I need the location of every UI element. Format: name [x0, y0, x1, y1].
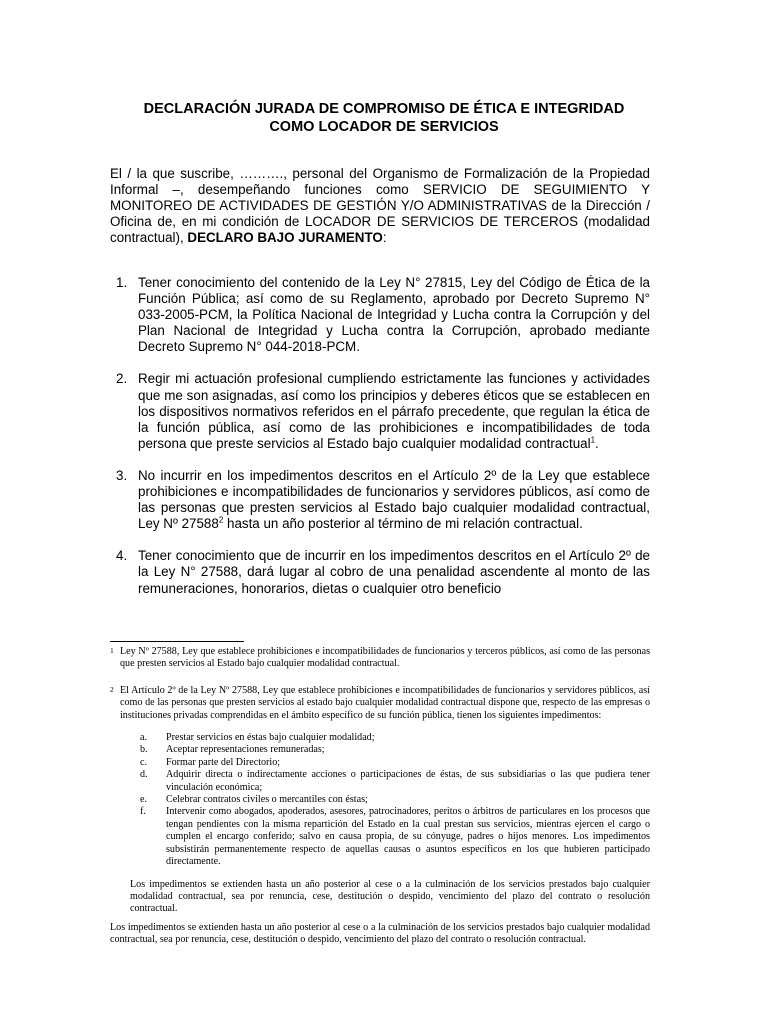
item-text: Tener conocimiento que de incurrir en los impedimentos descritos en el Artículo 2º de la Ley N° 27588, dará lugar al cobro de una penalidad ascendente al monto de las remuneraciones, honorarios, dietas o cualquier otro beneficio [138, 548, 650, 596]
item-text: No incurrir en los impedimentos descritos en el Artículo 2º de la Ley que establece prohibiciones e incompatibilidades de funcionarios y servidores públicos, así como de las personas que presten servicios al Estado bajo cualquier modalidad contractual, Ley Nº 27588 [138, 467, 650, 532]
list-item [130, 757, 650, 769]
list-item [130, 744, 650, 756]
footnote-separator [110, 641, 244, 642]
item-text-end: hasta un año posterior al término de mi relación contractual. [223, 516, 583, 532]
footnote-ref[interactable]: 2 [218, 515, 224, 525]
item-letter: c. [140, 756, 148, 768]
item-text-end: . [595, 435, 599, 451]
list-item [130, 794, 650, 806]
list-item [110, 371, 650, 451]
impediments-note-indented: Los impedimentos se extienden hasta un año posterior al cese o a la culminación de los servicios prestados bajo cualquier modalidad contractual, sea por renuncia, cese, destitución o despido, vencimiento del plazo del contrato o resolución contractual. [130, 878, 650, 915]
item-number: 3. [116, 467, 128, 483]
footnote-text: Ley Nº 27588, Ley que establece prohibiciones e incompatibilidades de funcionarios y terceros públicos, así como de las personas que presten servicios al Estado bajo cualquier modalidad contractual. [120, 646, 650, 670]
footnote-mark: 2 [110, 684, 114, 694]
intro-text: El / la que suscribe, ………., personal del Organismo de Formalización de la Propiedad Informal –, desempeñando funciones como SERVICIO DE SEGUIMIENTO Y MONITOREO DE ACTIVIDADES DE GESTIÓN Y/O ADMINISTRATIVAS de la Dirección / Oficina de, en mi condición de LOCADOR DE SERVICIOS DE TERCEROS (modalidad contractual), [110, 166, 650, 246]
footnote-mark: 1 [110, 646, 114, 655]
list-item [110, 548, 650, 612]
footnote-text: El Artículo 2º de la Ley Nº 27588, Ley que establece prohibiciones e incompatibilidades de funcionarios y servidores públicos, así como de las personas que presten servicios al estado bajo cualquier modalidad contractual dispone que, respecto de las empresas o instituciones privadas comprendidas en el ámbito específico de su función pública, tienen los siguientes impedimentos: [120, 684, 650, 721]
footnote-1 [110, 646, 650, 671]
list-item [130, 769, 650, 794]
item-number: 2. [116, 371, 128, 387]
declaration-list [110, 275, 650, 612]
list-item [110, 468, 650, 532]
item-text: Adquirir directa o indirectamente acciones o participaciones de éstas, de sus subsidiarias o las que pudiera tener vinculación económica; [166, 769, 650, 793]
item-letter: a. [140, 732, 148, 744]
item-letter: b. [140, 744, 148, 756]
intro-oath: DECLARO BAJO JURAMENTO [187, 230, 383, 246]
impediments-note: Los impedimentos se extienden hasta un año posterior al cese o a la culminación de los servicios prestados bajo cualquier modalidad contractual, sea por renuncia, cese, destitución o despido, vencimiento del plazo del contrato o resolución contractual. [110, 921, 650, 946]
item-number: 4. [116, 548, 128, 564]
list-item [130, 806, 650, 868]
item-text: Intervenir como abogados, apoderados, asesores, patrocinadores, peritos o árbitros de particulares en los procesos que tengan pendientes con la misma repartición del Estado en la cual prestan sus servicios, mientras ejercen el cargo o cumplen el encargo conferido; salvo en causa propia, de su cónyuge, padres o hijos menores. Los impedimentos subsistirán permanentemente respecto de aquellas causas o asuntos específicos en los que hubieren participado directamente. [166, 806, 650, 868]
impediments-list [130, 732, 650, 868]
list-item [130, 732, 650, 744]
list-item [110, 275, 650, 355]
footnote-2 [110, 685, 650, 916]
item-text: Celebrar contratos civiles o mercantiles con éstas; [166, 794, 368, 806]
item-text: Formar parte del Directorio; [166, 756, 281, 768]
item-number: 1. [116, 275, 128, 290]
item-text: Tener conocimiento del contenido de la Ley N° 27815, Ley del Código de Ética de la Función Pública; así como de su Reglamento, aprobado por Decreto Supremo N° 033-2005-PCM, la Política Nacional de Integridad y Lucha contra la Corrupción y del Plan Nacional de Integridad y Lucha contra la Corrupción, aprobado mediante Decreto Supremo N° 044-2018-PCM. [138, 275, 650, 355]
footnotes [110, 646, 650, 947]
footnote-ref[interactable]: 1 [590, 435, 596, 445]
item-text: Aceptar representaciones remuneradas; [166, 744, 325, 756]
intro-paragraph [110, 166, 650, 246]
title-line-1: DECLARACIÓN JURADA DE COMPROMISO DE ÉTICA E INTEGRIDAD [143, 101, 625, 117]
item-letter: e. [140, 794, 148, 806]
intro-end: : [382, 230, 387, 246]
document-title [110, 100, 658, 136]
item-text: Prestar servicios en éstas bajo cualquier modalidad; [166, 732, 375, 744]
item-letter: d. [140, 769, 148, 781]
title-line-2: COMO LOCADOR DE SERVICIOS [269, 119, 499, 135]
item-text: Regir mi actuación profesional cumpliendo estrictamente las funciones y actividades que me son asignadas, así como los principios y deberes éticos que se establecen en los dispositivos normativos referidos en el párrafo precedente, que regulan la ética de la función pública, así como de las prohibiciones e incompatibilidades de toda persona que preste servicios al Estado bajo cualquier modalidad contractual [138, 371, 650, 451]
item-letter: f. [140, 806, 146, 818]
